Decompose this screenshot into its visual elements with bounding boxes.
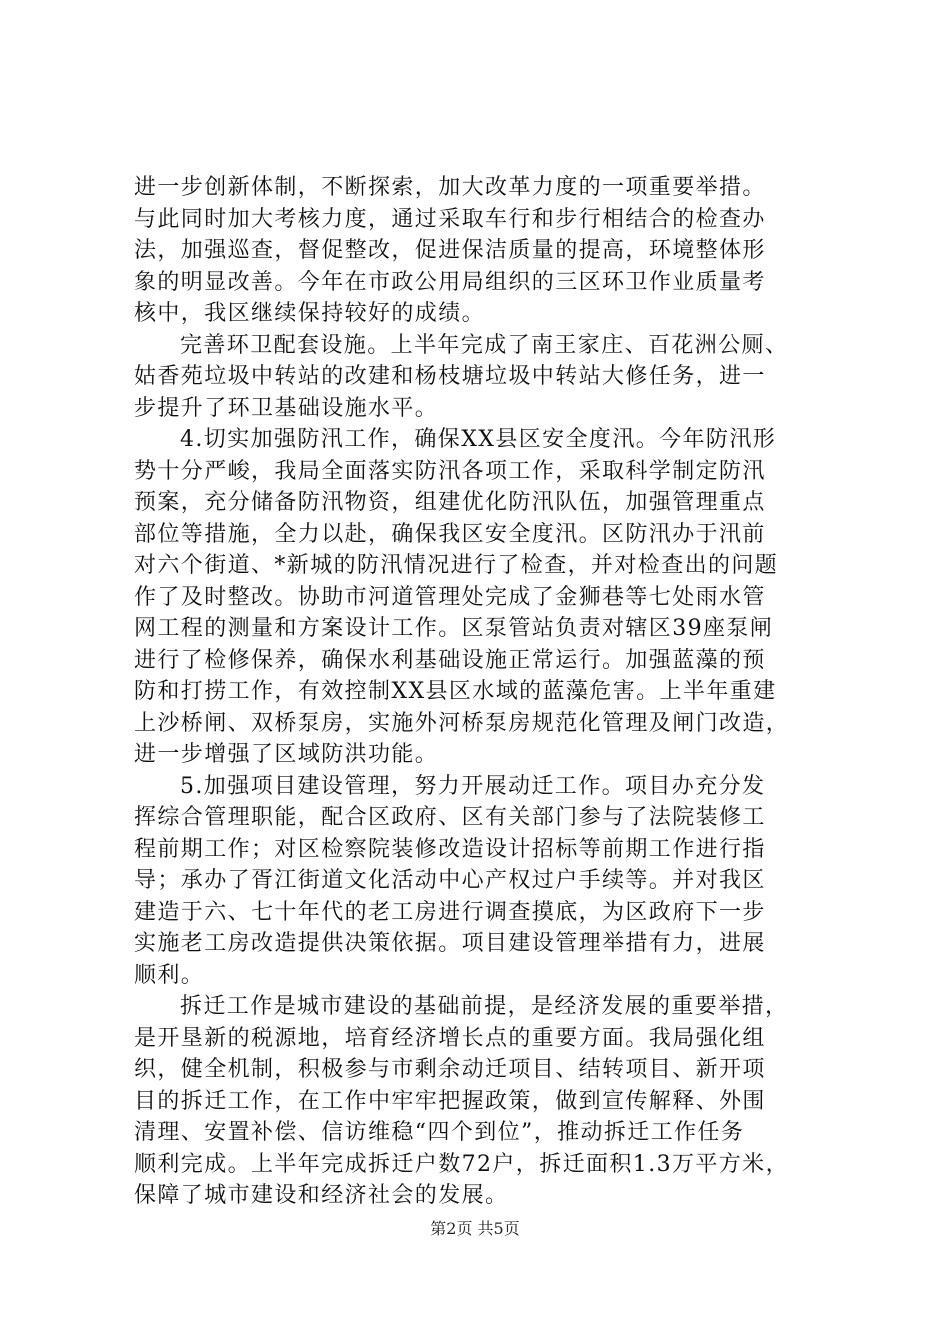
paragraph xyxy=(134,991,834,1212)
text-line: 挥综合管理职能，配合区政府、区有关部门参与了法院装修工 xyxy=(134,805,766,830)
text-line: 进行了检修保养，确保水利基础设施正常运行。加强蓝藻的预 xyxy=(134,647,766,673)
paragraph xyxy=(134,424,834,771)
page-number-footer: 第2页 共5页 xyxy=(430,1219,520,1238)
text-line: 姑香苑垃圾中转站的改建和杨枝塘垃圾中转站大修任务，进一 xyxy=(134,364,766,389)
text-line: 实施老工房改造提供决策依据。项目建设管理举措有力，进展 xyxy=(134,931,766,956)
text-line: 步提升了环卫基础设施水平。 xyxy=(134,395,439,421)
paragraph xyxy=(134,172,834,330)
text-line: 4.切实加强防汛工作，确保XX县区安全度汛。今年防汛形 xyxy=(180,427,777,452)
paragraph xyxy=(134,771,834,992)
text-line: 势十分严峻，我局全面落实防汛各项工作，采取科学制定防汛 xyxy=(134,458,766,484)
text-line: 作了及时整改。协助市河道管理处完成了金狮巷等七处雨水管 xyxy=(134,584,766,610)
text-line: 完善环卫配套设施。上半年完成了南王家庄、百花洲公厕、 xyxy=(180,332,789,358)
document-body xyxy=(134,172,834,1212)
text-line: 拆迁工作是城市建设的基础前提，是经济发展的重要举措， xyxy=(180,994,789,1019)
text-line: 部位等措施，全力以赴，确保我区安全度汛。区防汛办于汛前 xyxy=(134,521,766,547)
text-line: 建造于六、七十年代的老工房进行调查摸底，为区政府下一步 xyxy=(134,899,766,925)
text-line: 象的明显改善。今年在市政公用局组织的三区环卫作业质量考 xyxy=(134,269,766,295)
text-line: 法，加强巡查，督促整改，促进保洁质量的提高，环境整体形 xyxy=(134,238,766,263)
text-line: 清理、安置补偿、信访维稳“四个到位”，推动拆迁工作任务 xyxy=(134,1120,745,1145)
text-line: 导；承办了胥江街道文化活动中心产权过户手续等。并对我区 xyxy=(134,868,766,893)
text-line: 上沙桥闸、双桥泵房，实施外河桥泵房规范化管理及闸门改造， xyxy=(134,710,790,736)
text-line: 顺利完成。上半年完成拆迁户数72户，拆迁面积1.3万平方米， xyxy=(134,1151,789,1177)
text-line: 网工程的测量和方案设计工作。区泵管站负责对辖区39座泵闸 xyxy=(134,616,774,641)
text-line: 对六个街道、*新城的防汛情况进行了检查，并对检查出的问题 xyxy=(134,553,779,578)
text-line: 保障了城市建设和经济社会的发展。 xyxy=(134,1183,509,1208)
text-line: 程前期工作；对区检察院装修改造设计招标等前期工作进行指 xyxy=(134,836,766,862)
text-line: 核中，我区继续保持较好的成绩。 xyxy=(134,301,486,326)
text-line: 预案，充分储备防汛物资，组建优化防汛队伍，加强管理重点 xyxy=(134,490,766,515)
text-line: 与此同时加大考核力度，通过采取车行和步行相结合的检查办 xyxy=(134,206,766,232)
text-line: 5.加强项目建设管理，努力开展动迁工作。项目办充分发 xyxy=(180,773,766,799)
text-line: 是开垦新的税源地，培育经济增长点的重要方面。我局强化组 xyxy=(134,1025,766,1051)
text-line: 织，健全机制，积极参与市剩余动迁项目、结转项目、新开项 xyxy=(134,1057,766,1082)
text-line: 目的拆迁工作，在工作中牢牢把握政策，做到宣传解释、外围 xyxy=(134,1088,766,1114)
text-line: 进一步创新体制，不断探索，加大改革力度的一项重要举措。 xyxy=(134,175,766,200)
paragraph xyxy=(134,330,834,425)
text-line: 顺利。 xyxy=(134,962,205,988)
text-line: 进一步增强了区域防洪功能。 xyxy=(134,742,439,767)
text-line: 防和打捞工作，有效控制XX县区水域的蓝藻危害。上半年重建 xyxy=(134,679,777,704)
